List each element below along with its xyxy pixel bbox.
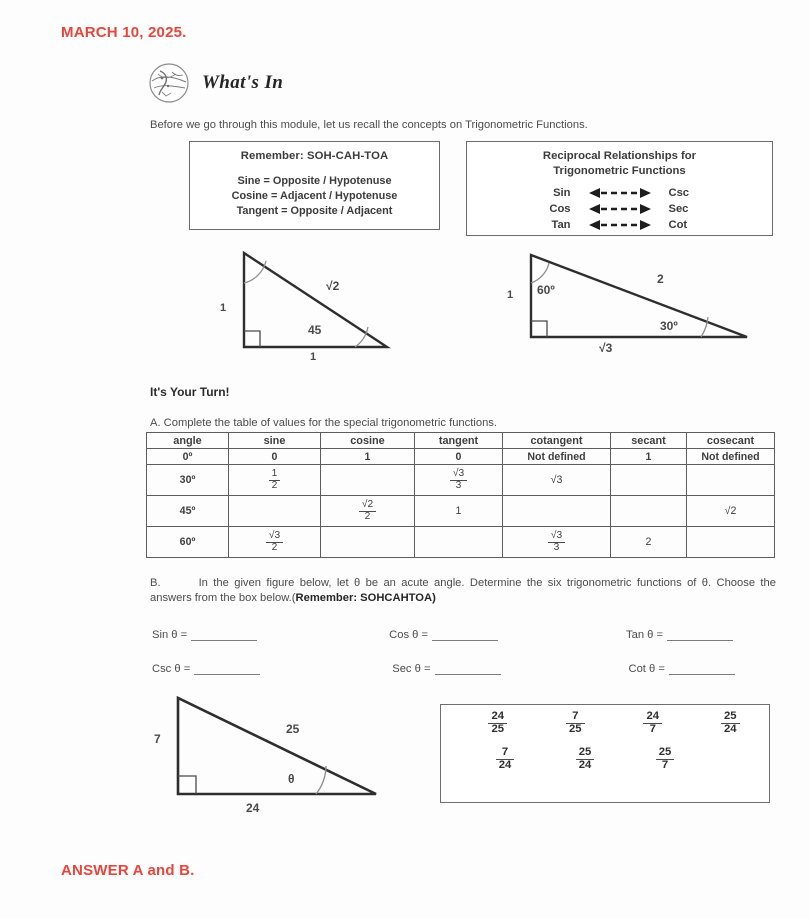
- task-b-remember: Remember: SOHCAHTOA): [295, 592, 436, 604]
- fraction: $\frac{√2}{2}$: [359, 500, 376, 522]
- cell-cotangent[interactable]: [503, 496, 611, 527]
- trig-values-table: [146, 432, 775, 558]
- choice-row-2: [441, 741, 769, 777]
- blank-sec-theta[interactable]: Sec θ =: [392, 663, 500, 675]
- reciprocal-pair-cos-sec: [467, 201, 772, 217]
- choice-option[interactable]: [537, 711, 615, 735]
- answer-choices-box: [440, 704, 770, 803]
- cell-sine[interactable]: [229, 465, 321, 496]
- cell-cosine[interactable]: [321, 465, 415, 496]
- triangle-45-drawing: [222, 247, 397, 362]
- blank-line[interactable]: [432, 629, 498, 641]
- triangle-724-drawing: [150, 694, 400, 814]
- reciprocal-pair-sin-csc: [467, 185, 772, 201]
- reciprocal-relationships-box: [466, 141, 773, 236]
- answer-blanks-row-2: [152, 663, 735, 675]
- cell-sine[interactable]: [229, 496, 321, 527]
- soh-line-tangent: Tangent = Opposite / Adjacent: [236, 205, 393, 217]
- answer-blanks-row-1: [152, 629, 733, 641]
- blank-cos-theta[interactable]: Cos θ =: [389, 629, 498, 641]
- cell-secant[interactable]: [611, 496, 687, 527]
- table-header-row: [147, 433, 775, 449]
- double-dashed-arrow-icon: [589, 187, 651, 199]
- label-vertical-leg-1: 1: [507, 289, 514, 301]
- fraction: $\frac{24}{7}$: [643, 711, 662, 735]
- cell-cotangent[interactable]: [503, 527, 611, 558]
- col-header-cosine: cosine: [321, 433, 415, 449]
- label-hypotenuse-2: 2: [657, 272, 664, 286]
- choice-row-1: [441, 705, 769, 741]
- cell-sine[interactable]: [229, 527, 321, 558]
- label-base-sqrt3: √3: [599, 341, 613, 355]
- blank-cot-theta[interactable]: Cot θ =: [629, 663, 735, 675]
- table-row: [147, 465, 775, 496]
- fraction: $\frac{√3}{3}$: [450, 469, 467, 491]
- fraction: $\frac{25}{24}$: [576, 747, 595, 771]
- cell-cosecant[interactable]: [687, 527, 775, 558]
- reciprocal-left-sin: Sin: [553, 187, 571, 199]
- choice-option[interactable]: [614, 711, 692, 735]
- table-row: [147, 449, 775, 465]
- task-b-label: B.: [150, 577, 161, 589]
- cell-secant[interactable]: 1: [611, 449, 687, 465]
- double-dashed-arrow-icon: [589, 203, 651, 215]
- figure-30-60-90-triangle: [505, 247, 755, 367]
- col-header-secant: secant: [611, 433, 687, 449]
- col-header-tangent: tangent: [415, 433, 503, 449]
- fraction: $\frac{24}{25}$: [488, 711, 507, 735]
- task-b-instruction: [150, 576, 776, 606]
- blank-line[interactable]: [667, 629, 733, 641]
- choice-option[interactable]: [459, 711, 537, 735]
- soh-cah-toa-box: [189, 141, 440, 230]
- reciprocal-pair-tan-cot: [467, 217, 772, 233]
- your-turn-heading: It's Your Turn!: [150, 385, 230, 399]
- cell-tangent[interactable]: 1: [415, 496, 503, 527]
- choice-option[interactable]: [465, 747, 545, 771]
- cell-angle: 60º: [147, 527, 229, 558]
- choice-option[interactable]: [625, 747, 705, 771]
- soh-line-cosine: Cosine = Adjacent / Hypotenuse: [231, 190, 398, 202]
- whats-in-title: What's In: [202, 72, 284, 93]
- reciprocal-title-line-1: Reciprocal Relationships for: [542, 150, 697, 162]
- fraction: $\frac{√3}{3}$: [548, 531, 565, 553]
- reciprocal-right-csc: Csc: [668, 187, 690, 199]
- label-angle-60: 60º: [537, 283, 555, 297]
- date-annotation: MARCH 10, 2025.: [61, 24, 187, 41]
- table-row: [147, 496, 775, 527]
- label-base-1: 1: [310, 351, 317, 363]
- label-angle-30: 30º: [660, 319, 678, 333]
- label-hypotenuse-25: 25: [286, 722, 300, 736]
- choice-option[interactable]: [692, 711, 770, 735]
- label-angle-45: 45: [308, 323, 322, 337]
- cell-secant[interactable]: 2: [611, 527, 687, 558]
- label-hypotenuse-sqrt2: √2: [326, 279, 340, 293]
- col-header-angle: angle: [147, 433, 229, 449]
- fraction: $\frac{7}{25}$: [566, 711, 585, 735]
- blank-line[interactable]: [194, 663, 260, 675]
- cell-cosine[interactable]: [321, 527, 415, 558]
- cell-sine[interactable]: 0: [229, 449, 321, 465]
- choice-option[interactable]: [545, 747, 625, 771]
- reciprocal-box-title: [467, 149, 772, 179]
- cell-cosecant[interactable]: [687, 465, 775, 496]
- fraction: $\frac{7}{24}$: [496, 747, 515, 771]
- cell-cosecant[interactable]: √2: [687, 496, 775, 527]
- reciprocal-left-tan: Tan: [551, 219, 571, 231]
- reciprocal-right-sec: Sec: [668, 203, 689, 215]
- blank-csc-theta[interactable]: Csc θ =: [152, 663, 260, 675]
- blank-tan-theta[interactable]: Tan θ =: [626, 629, 733, 641]
- blank-line[interactable]: [669, 663, 735, 675]
- globe-sketch-icon: [148, 62, 190, 104]
- figure-7-24-25-triangle: [150, 694, 400, 819]
- fraction: $\frac{√3}{2}$: [266, 531, 283, 553]
- intro-text: Before we go through this module, let us recall the concepts on Trigonometric Functions.: [150, 119, 588, 131]
- double-dashed-arrow-icon: [589, 219, 651, 231]
- task-a-instruction: A. Complete the table of values for the special trigonometric functions.: [150, 417, 497, 429]
- table-row: [147, 527, 775, 558]
- figure-45-45-90-triangle: [222, 247, 397, 367]
- answer-annotation: ANSWER A and B.: [61, 862, 195, 879]
- cell-tangent[interactable]: [415, 527, 503, 558]
- triangle-3060-drawing: [505, 247, 755, 362]
- fraction: $\frac{1}{2}$: [269, 469, 281, 491]
- col-header-cotangent: cotangent: [503, 433, 611, 449]
- reciprocal-title-line-2: Trigonometric Functions: [553, 165, 686, 177]
- cell-tangent[interactable]: 0: [415, 449, 503, 465]
- cell-angle: 0º: [147, 449, 229, 465]
- cell-angle: 45º: [147, 496, 229, 527]
- blank-sin-theta[interactable]: Sin θ =: [152, 629, 257, 641]
- blank-line[interactable]: [435, 663, 501, 675]
- label-vertical-leg-7: 7: [154, 732, 161, 746]
- label-angle-theta: θ: [288, 772, 295, 786]
- cell-tangent[interactable]: [415, 465, 503, 496]
- reciprocal-right-cot: Cot: [668, 219, 688, 231]
- fraction: $\frac{25}{7}$: [656, 747, 675, 771]
- cell-angle: 30º: [147, 465, 229, 496]
- fraction: $\frac{25}{24}$: [721, 711, 740, 735]
- soh-line-sine: Sine = Opposite / Hypotenuse: [237, 175, 392, 187]
- cell-cosine[interactable]: [321, 496, 415, 527]
- cell-cotangent[interactable]: Not defined: [503, 449, 611, 465]
- cell-cosine[interactable]: 1: [321, 449, 415, 465]
- col-header-cosecant: cosecant: [687, 433, 775, 449]
- whats-in-header: [148, 62, 283, 104]
- cell-cosecant[interactable]: Not defined: [687, 449, 775, 465]
- col-header-sine: sine: [229, 433, 321, 449]
- cell-cotangent[interactable]: √3: [503, 465, 611, 496]
- task-b-text: In the given figure below, let θ be an acute angle. Determine the six trigonometric functions of θ. Choose the answers from the box below.(: [150, 577, 776, 604]
- label-base-24: 24: [246, 801, 260, 815]
- reciprocal-left-cos: Cos: [549, 203, 571, 215]
- soh-box-title: Remember: SOH-CAH-TOA: [240, 150, 389, 162]
- blank-line[interactable]: [191, 629, 257, 641]
- cell-secant[interactable]: [611, 465, 687, 496]
- label-vertical-leg-1: 1: [220, 302, 227, 314]
